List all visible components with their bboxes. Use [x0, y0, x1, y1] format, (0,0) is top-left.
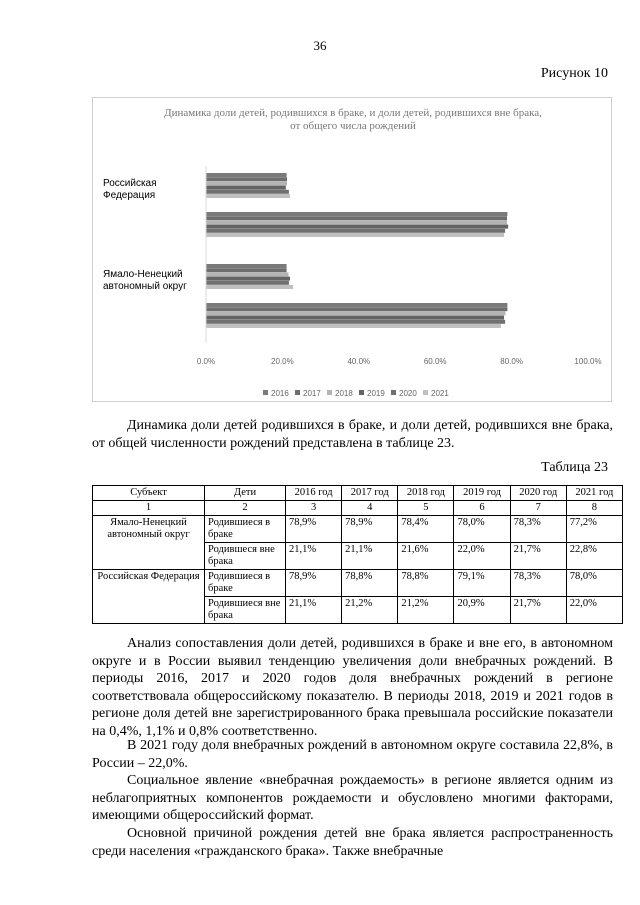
bar-chart — [93, 98, 613, 403]
bar-rf_in-2020 — [206, 229, 505, 233]
header-cell: Дети — [205, 486, 286, 501]
bar-rf_out-2017 — [206, 177, 287, 181]
x-tick-label: 40.0% — [347, 357, 371, 366]
bar-yanao_in-2018 — [206, 311, 506, 315]
bar-yanao_in-2016 — [206, 303, 507, 307]
legend-swatch-2018 — [327, 390, 332, 395]
value-cell: 78,9% — [286, 516, 342, 543]
legend-label: 2020 — [399, 389, 417, 398]
number-cell: 1 — [93, 501, 205, 516]
bar-rf_out-2019 — [206, 186, 286, 190]
value-cell: 78,0% — [566, 570, 622, 597]
bar-rf_out-2016 — [206, 173, 287, 177]
value-cell: 79,1% — [454, 570, 510, 597]
header-cell: 2017 год — [342, 486, 398, 501]
header-cell: 2016 год — [286, 486, 342, 501]
value-cell: 78,8% — [342, 570, 398, 597]
value-cell: 21,2% — [342, 597, 398, 624]
legend-swatch-2019 — [359, 390, 364, 395]
number-cell: 2 — [205, 501, 286, 516]
legend-swatch-2016 — [263, 390, 268, 395]
bar-yanao_out-2017 — [206, 268, 287, 272]
chart-title-line2: от общего числа рождений — [290, 120, 416, 132]
value-cell: 21,6% — [398, 543, 454, 570]
bar-rf_in-2019 — [206, 225, 508, 229]
legend-label: 2018 — [335, 389, 353, 398]
x-tick-label: 100.0% — [574, 357, 602, 366]
value-cell: 21,1% — [286, 543, 342, 570]
paragraph-2021: В 2021 году доля внебрачных рождений в автономном округе составила 22,8%, в России – 22,0%. — [92, 738, 613, 771]
number-cell: 7 — [510, 501, 566, 516]
table-row — [93, 570, 623, 597]
number-cell: 4 — [342, 501, 398, 516]
header-cell: 2020 год — [510, 486, 566, 501]
value-cell: 21,2% — [398, 597, 454, 624]
value-cell: 22,0% — [566, 597, 622, 624]
number-cell: 8 — [566, 501, 622, 516]
legend-swatch-2021 — [423, 390, 428, 395]
paragraph-reason: Основной причиной рождения детей вне брака является распространенность среди населения «гражданского брака». Также внебрачные — [92, 826, 613, 859]
category-label: Федерация — [103, 190, 156, 201]
bar-rf_in-2017 — [206, 216, 507, 220]
bar-yanao_in-2021 — [206, 324, 501, 328]
table-number-row — [93, 501, 623, 516]
x-tick-label: 80.0% — [500, 357, 523, 366]
value-cell: 21,7% — [510, 543, 566, 570]
legend-label: 2017 — [303, 389, 321, 398]
x-tick-label: 60.0% — [423, 357, 447, 366]
category-label: Ямало-Ненецкий — [103, 269, 183, 280]
chart-title-line1: Динамика доли детей, родившихся в браке, и доли детей, родившихся вне брака, — [164, 107, 542, 119]
x-tick-label: 20.0% — [271, 357, 294, 366]
bar-yanao_out-2020 — [206, 281, 289, 285]
bar-yanao_out-2021 — [206, 285, 293, 289]
x-tick-label: 0.0% — [196, 357, 216, 366]
value-cell: 78,8% — [398, 570, 454, 597]
header-cell: 2021 год — [566, 486, 622, 501]
value-cell: 21,1% — [342, 543, 398, 570]
legend-swatch-2017 — [295, 390, 300, 395]
figure-label: Рисунок 10 — [540, 66, 608, 81]
category-label: автономный округ — [103, 281, 187, 292]
bar-yanao_in-2017 — [206, 307, 507, 311]
value-cell: 21,7% — [510, 597, 566, 624]
bar-yanao_in-2019 — [206, 316, 504, 320]
chart-container — [92, 97, 612, 402]
legend-swatch-2020 — [391, 390, 396, 395]
children-cell: Родившиеся в браке — [205, 516, 286, 543]
value-cell: 78,9% — [286, 570, 342, 597]
legend-label: 2016 — [271, 389, 289, 398]
number-cell: 6 — [454, 501, 510, 516]
subject-cell: Ямало-Ненецкий автономный округ — [93, 516, 205, 570]
legend-label: 2021 — [431, 389, 449, 398]
bar-yanao_in-2020 — [206, 320, 505, 324]
number-cell: 3 — [286, 501, 342, 516]
category-label: Российская — [103, 178, 157, 189]
value-cell: 22,0% — [454, 543, 510, 570]
bar-yanao_out-2018 — [206, 272, 289, 276]
table-row — [93, 516, 623, 543]
value-cell: 22,8% — [566, 543, 622, 570]
paragraph-analysis: Анализ сопоставления доли детей, родившихся в браке и вне его, в автономном округе и в России выявил тенденцию увеличения доли внебрачных рождений. В периоды 2016, 2017 и 2020 годов доля внебрачных рождений в регионе соответствовала общероссийскому показателю. В периоды 2018, 2019 и 2021 годов в регионе доля детей вне зарегистрированного брака превышала российские показатели на 0,4%, 1,1% и 0,8% соответственно. — [92, 636, 613, 739]
value-cell: 78,3% — [510, 516, 566, 543]
page-number: 36 — [313, 38, 327, 53]
value-cell: 77,2% — [566, 516, 622, 543]
children-cell: Родившиеся в браке — [205, 570, 286, 597]
bar-rf_in-2018 — [206, 220, 507, 224]
legend-label: 2019 — [367, 389, 385, 398]
bar-yanao_out-2016 — [206, 264, 287, 268]
bar-rf_out-2018 — [206, 181, 287, 185]
value-cell: 78,9% — [342, 516, 398, 543]
data-table — [92, 485, 623, 624]
bar-rf_in-2021 — [206, 233, 504, 237]
value-cell: 78,3% — [510, 570, 566, 597]
bar-rf_in-2016 — [206, 212, 507, 216]
children-cell: Родившеся вне брака — [205, 543, 286, 570]
value-cell: 78,0% — [454, 516, 510, 543]
bar-rf_out-2020 — [206, 190, 289, 194]
header-cell: 2018 год — [398, 486, 454, 501]
paragraph-intro: Динамика доли детей родившихся в браке, и доли детей, родившихся вне брака, от общей численности рождений представлена в таблице 23. — [92, 418, 613, 451]
number-cell: 5 — [398, 501, 454, 516]
value-cell: 21,1% — [286, 597, 342, 624]
value-cell: 78,4% — [398, 516, 454, 543]
bar-rf_out-2021 — [206, 194, 290, 198]
bar-yanao_out-2019 — [206, 277, 290, 281]
table-header-row — [93, 486, 623, 501]
table-label: Таблица 23 — [541, 460, 608, 475]
header-cell: 2019 год — [454, 486, 510, 501]
subject-cell: Российская Федерация — [93, 570, 205, 624]
paragraph-social: Социальное явление «внебрачная рождаемость» в регионе является одним из неблагоприятных компонентов рождаемости и обусловлено многими факторами, имеющими общероссийский формат. — [92, 773, 613, 823]
value-cell: 20,9% — [454, 597, 510, 624]
header-cell: Субъект — [93, 486, 205, 501]
children-cell: Родившиеся вне брака — [205, 597, 286, 624]
